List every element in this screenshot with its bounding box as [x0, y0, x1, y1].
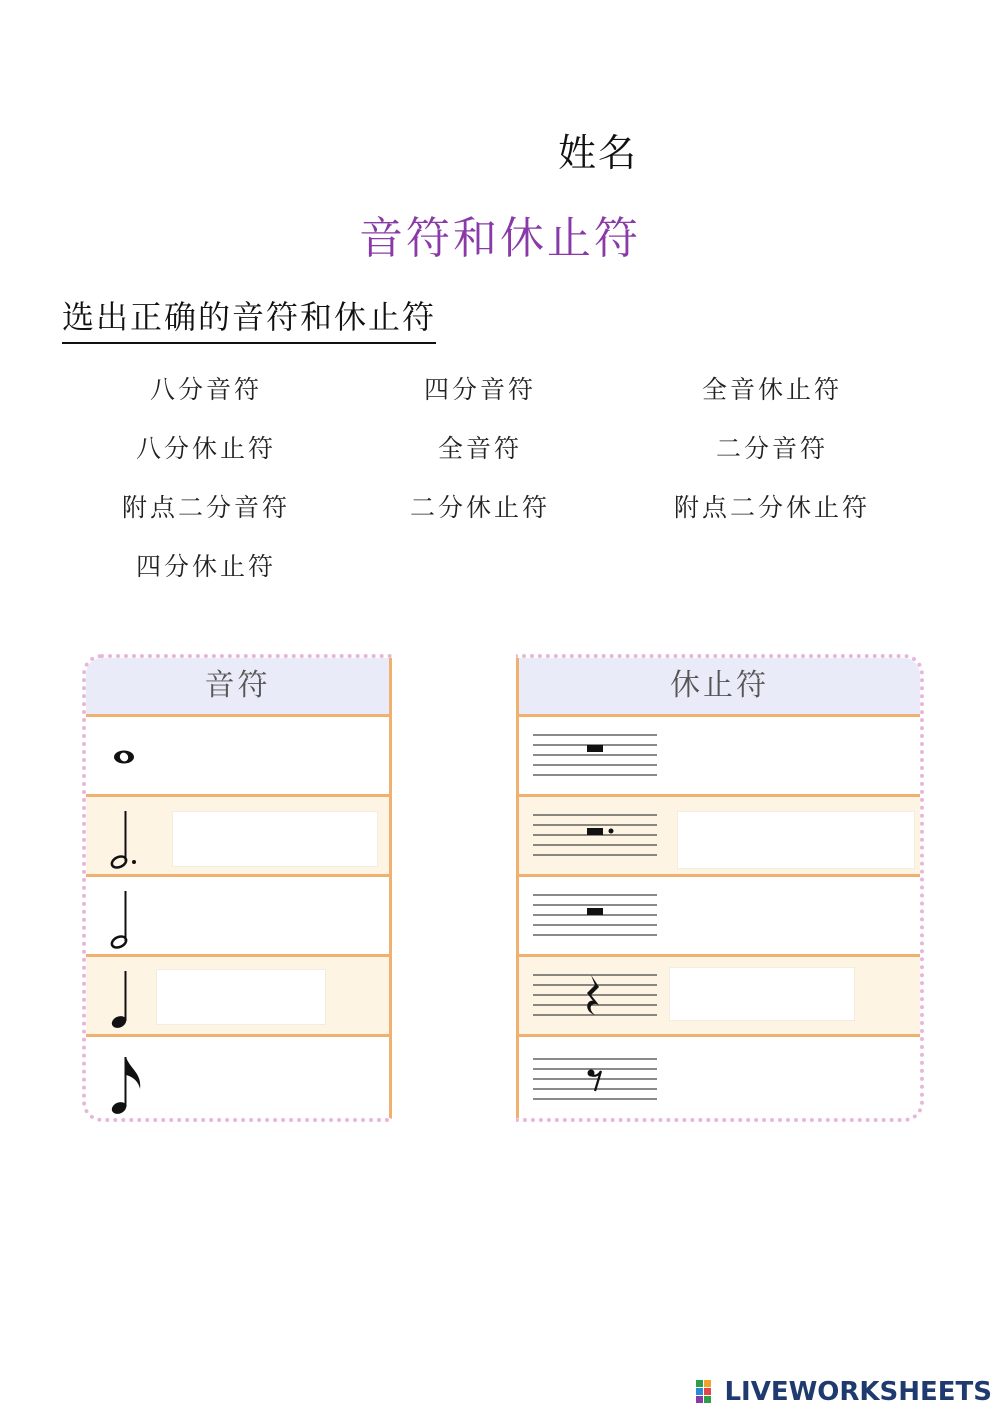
- rests-table: [516, 654, 924, 1122]
- whole-rest-icon: [533, 727, 663, 787]
- table-row: [519, 1037, 920, 1122]
- table-row: [519, 877, 920, 957]
- table-row: [86, 797, 389, 877]
- word-bank-item: 全音休止符: [701, 375, 843, 404]
- half-note-icon: [104, 883, 144, 953]
- table-row: [86, 957, 389, 1037]
- table-row: [86, 1037, 389, 1122]
- table-row: [86, 717, 389, 797]
- table-row: [519, 717, 920, 797]
- notes-table-header: 音符: [86, 658, 389, 717]
- eighth-rest-icon: [533, 1047, 663, 1107]
- rests-table-header: 休止符: [519, 658, 920, 717]
- word-bank-item: 附点二分休止符: [673, 493, 871, 522]
- dotted-half-rest-answer-input[interactable]: [677, 811, 915, 869]
- dotted-half-note-icon: [104, 803, 144, 873]
- quarter-note-answer-input[interactable]: [156, 969, 326, 1025]
- whole-note-icon: [104, 723, 144, 783]
- table-row: [519, 797, 920, 877]
- brand-text: LIVEWORKSHEETS: [724, 1377, 992, 1407]
- liveworksheets-logo: [696, 1377, 992, 1407]
- word-bank-item: 四分音符: [423, 375, 537, 404]
- word-bank-item: 全音符: [437, 434, 523, 463]
- instruction-heading: 选出正确的音符和休止符: [62, 292, 436, 344]
- word-bank-item: 八分音符: [149, 375, 263, 404]
- eighth-note-icon: [104, 1043, 154, 1122]
- dotted-half-note-answer-input[interactable]: [172, 811, 378, 867]
- quarter-rest-icon: [533, 967, 663, 1027]
- word-bank-item: 附点二分音符: [121, 493, 291, 522]
- name-label: 姓名: [558, 131, 639, 175]
- word-bank-item: 八分休止符: [135, 434, 277, 463]
- quarter-rest-answer-input[interactable]: [669, 967, 855, 1021]
- dotted-half-rest-icon: [533, 807, 663, 867]
- half-rest-icon: [533, 887, 663, 947]
- word-bank: [0, 362, 1000, 592]
- quarter-note-icon: [104, 963, 144, 1033]
- notes-table: [82, 654, 392, 1122]
- page-title: 音符和休止符: [359, 213, 641, 264]
- liveworksheets-logo-icon: [696, 1380, 720, 1406]
- word-bank-item: 二分音符: [715, 434, 829, 463]
- word-bank-item: 四分休止符: [135, 552, 277, 581]
- table-row: [86, 877, 389, 957]
- table-row: [519, 957, 920, 1037]
- word-bank-item: 二分休止符: [409, 493, 551, 522]
